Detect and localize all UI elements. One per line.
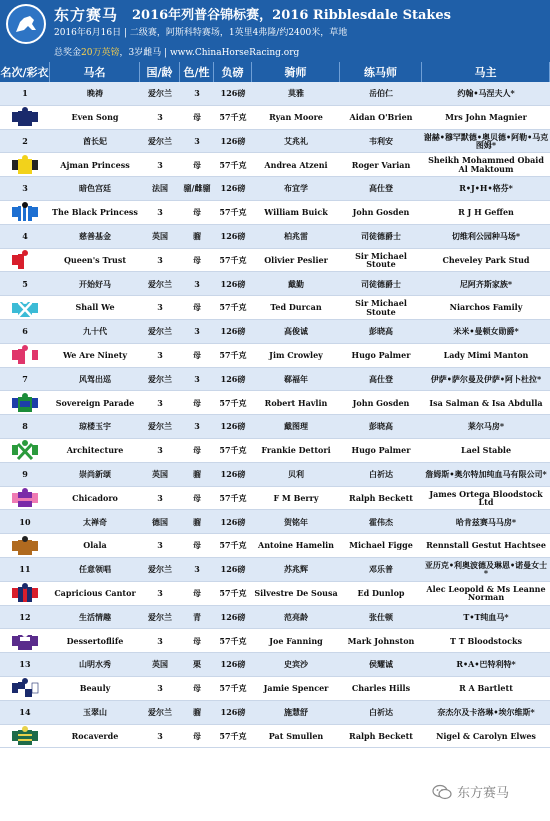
watermark-text: 东方赛马: [457, 786, 510, 801]
table-row: [0, 606, 550, 630]
trainer-en-cell: Michael Figge: [349, 540, 413, 551]
age-cell: 3: [157, 397, 163, 408]
trainer-cell: 高仕登: [369, 373, 393, 384]
horse-name-en-cell: Ajman Princess: [60, 159, 130, 170]
weight-kg-cell: 57千克: [219, 445, 247, 456]
position-cell: 5: [22, 278, 28, 289]
table-row-en: [0, 629, 550, 653]
jockey-cell: 贺铭年: [284, 516, 308, 527]
weight-kg-cell: 57千克: [219, 730, 247, 741]
jockey-en-cell: Olivier Peslier: [264, 254, 328, 265]
weight-cell: 126磅: [220, 326, 246, 337]
table-row-en: [0, 439, 550, 463]
colour-sex-cell: 栗: [193, 659, 201, 670]
jockey-silk-icon: [0, 582, 50, 605]
owner-en-cell: Lady Mimi Manton: [443, 349, 529, 360]
horse-name-cell: 琼楼玉宇: [79, 421, 111, 432]
position-cell: 4: [22, 230, 28, 241]
weight-kg-cell: 57千克: [219, 112, 247, 122]
position-cell: 14: [19, 706, 31, 717]
jockey-en-cell: Pat Smullen: [268, 730, 324, 741]
jockey-cell: 施慧舒: [284, 706, 308, 717]
trainer-en-cell: Charles Hills: [351, 683, 411, 694]
horse-name-cell: 玉翠山: [83, 706, 107, 717]
horse-name-en-cell: Sovereign Parade: [55, 397, 135, 408]
country-age-cell: 爱尔兰: [148, 611, 172, 622]
trainer-en-cell: Ralph Beckett: [349, 492, 413, 503]
weight-kg-cell: 57千克: [219, 349, 247, 360]
owner-en-cell: Niarchos Family: [449, 302, 523, 313]
jockey-en-cell: Antoine Hamelin: [258, 540, 334, 551]
col-header-horse: 马名: [50, 62, 140, 82]
owner-en-cell: Nigel & Carolyn Elwes: [436, 730, 536, 741]
jockey-silk-icon: [0, 153, 50, 176]
jockey-silk-icon: [0, 439, 50, 462]
jockey-en-cell: Silvestre De Sousa: [254, 587, 338, 598]
table-row: [0, 558, 550, 582]
table-row-en: [0, 487, 550, 511]
table-row-en: [0, 106, 550, 130]
jockey-silk-icon: [0, 296, 50, 319]
table-row-en: [0, 534, 550, 558]
age-cell: 3: [157, 302, 163, 313]
weight-cell: 126磅: [220, 421, 246, 432]
trainer-en-cell: Hugo Palmer: [351, 445, 411, 456]
sex-cell: 母: [193, 445, 201, 456]
owner-en-cell: R J H Geffen: [458, 207, 514, 218]
jockey-silk-icon: [0, 534, 50, 557]
trainer-cell: 白祈达: [369, 706, 393, 717]
owner-cell: R•A•巴特利特*: [456, 659, 516, 670]
sex-cell: 母: [193, 207, 201, 218]
horse-logo-icon: [6, 4, 46, 44]
trainer-cell: 张仕顿: [369, 611, 393, 622]
trainer-cell: 白祈达: [369, 468, 393, 479]
age-cell: 3: [157, 587, 163, 598]
trainer-en-cell: Roger Varian: [351, 159, 411, 170]
jockey-en-cell: Jim Crowley: [269, 349, 323, 360]
position-cell: 7: [22, 373, 28, 384]
sex-cell: 母: [193, 492, 201, 503]
sex-cell: 母: [193, 302, 201, 313]
trainer-en-cell: Ralph Beckett: [349, 730, 413, 741]
horse-name-en-cell: Architecture: [66, 445, 124, 456]
country-age-cell: 爱尔兰: [148, 326, 172, 337]
trainer-cell: 韦利安: [369, 135, 393, 146]
country-age-cell: 爱尔兰: [148, 88, 172, 99]
jockey-cell: 苏兆辉: [284, 564, 308, 575]
jockey-silk-icon: [0, 487, 50, 510]
horse-name-en-cell: The Black Princess: [52, 207, 138, 218]
weight-cell: 126磅: [220, 468, 246, 479]
owner-en-cell: R A Bartlett: [459, 683, 513, 694]
col-header-jockey: 骑师: [252, 62, 340, 82]
position-cell: 13: [19, 659, 31, 670]
horse-name-en-cell: Rocaverde: [71, 730, 119, 741]
sex-cell: 母: [193, 540, 201, 551]
jockey-cell: 郗福年: [284, 373, 308, 384]
table-row: [0, 415, 550, 439]
jockey-en-cell: Andrea Atzeni: [264, 159, 328, 170]
brand-name: 东方赛马: [54, 6, 119, 24]
trainer-en-cell: Sir Michael Stoute: [355, 298, 407, 317]
table-row-en: [0, 582, 550, 606]
jockey-silk-icon: [0, 677, 50, 700]
jockey-cell: 史宾沙: [284, 659, 308, 670]
horse-name-cell: 酋长妃: [83, 135, 107, 146]
table-row: [0, 272, 550, 296]
horse-name-en-cell: Shall We: [75, 302, 115, 313]
table-row: [0, 463, 550, 487]
jockey-en-cell: Robert Havlin: [264, 397, 328, 408]
weight-kg-cell: 57千克: [219, 492, 247, 503]
weight-cell: 126磅: [220, 183, 246, 194]
owner-en-cell: Cheveley Park Stud: [442, 254, 530, 265]
horse-name-cell: 太禅奇: [83, 516, 107, 527]
watermark: [432, 782, 509, 801]
trainer-cell: 邓乐普: [369, 564, 393, 575]
position-cell: 1: [22, 88, 28, 99]
trainer-cell: 岳伯仁: [369, 88, 393, 99]
country-age-cell: 爱尔兰: [148, 373, 172, 384]
owner-cell: 莱尔马房*: [467, 421, 505, 432]
table-row-en: [0, 391, 550, 415]
race-details: 2016年6月16日 | 二级赛，阿斯科特赛场，1英里4弗隆/约2400米，草地: [54, 28, 348, 38]
runners-table: [0, 82, 550, 748]
position-cell: 6: [22, 326, 28, 337]
table-row: [0, 368, 550, 392]
col-header-owner: 马主: [422, 62, 550, 82]
weight-kg-cell: 57千克: [219, 683, 247, 694]
age-cell: 3: [157, 254, 163, 265]
owner-en-cell: Rennstall Gestut Hachtsee: [426, 540, 546, 551]
country-age-cell: 英国: [152, 659, 168, 670]
colour-sex-cell: 3: [194, 421, 200, 432]
owner-en-cell: Mrs John Magnier: [445, 112, 527, 122]
weight-kg-cell: 57千克: [219, 397, 247, 408]
jockey-silk-icon: [0, 725, 50, 748]
horse-name-cell: 崇尚新颂: [79, 468, 111, 479]
weight-kg-cell: 57千克: [219, 587, 247, 598]
horse-name-cell: 任意领唱: [79, 564, 111, 575]
page-title: 2016年列普谷锦标赛，2016 Ribblesdale Stakes: [132, 8, 452, 23]
jockey-cell: 戴勤: [288, 278, 304, 289]
table-row: [0, 177, 550, 201]
prize-rest: ，3岁雌马 | www.ChinaHorseRacing.org: [119, 48, 300, 58]
owner-cell: R•J•H•格芬*: [459, 183, 513, 194]
horse-name-en-cell: Beauly: [79, 683, 111, 694]
horse-name-en-cell: Queen's Trust: [63, 254, 127, 265]
jockey-cell: 柏兆雷: [284, 230, 308, 241]
colour-sex-cell: 骝: [193, 468, 201, 479]
owner-en-cell: T T Bloodstocks: [450, 635, 522, 646]
col-header-colour-sex: 色/性: [180, 62, 214, 82]
trainer-cell: 司徒德爵士: [361, 278, 401, 289]
age-cell: 3: [157, 730, 163, 741]
jockey-silk-icon: [0, 249, 50, 272]
sex-cell: 母: [193, 254, 201, 265]
horse-name-cell: 慈善基金: [79, 230, 111, 241]
owner-en-cell: Alec Leopold & Ms Leanne Norman: [426, 583, 546, 603]
country-age-cell: 英国: [152, 230, 168, 241]
jockey-silk-icon: [0, 344, 50, 367]
table-row: [0, 320, 550, 344]
weight-cell: 126磅: [220, 659, 246, 670]
age-cell: 3: [157, 492, 163, 503]
horse-name-en-cell: We Are Ninety: [62, 349, 128, 360]
owner-cell: 切维利公园种马场*: [451, 230, 521, 241]
weight-cell: 126磅: [220, 88, 246, 99]
trainer-cell: 侯耀诚: [369, 659, 393, 670]
position-cell: 2: [22, 135, 28, 146]
jockey-cell: 艾兆礼: [284, 135, 308, 146]
owner-en-cell: Sheikh Mohammed Obaid Al Maktoum: [428, 155, 544, 174]
col-header-position: 名次/彩衣: [0, 62, 50, 82]
owner-cell: 詹姆斯•奥尔特加纯血马有限公司*: [425, 468, 547, 479]
sex-cell: 母: [193, 349, 201, 360]
owner-en-cell: James Ortega Bloodstock Ltd: [429, 488, 543, 507]
col-header-trainer: 练马师: [340, 62, 422, 82]
jockey-cell: 布宜学: [284, 183, 308, 194]
owner-cell: 奈杰尔及卡洛琳•埃尔维斯*: [437, 706, 535, 717]
table-row: [0, 653, 550, 677]
position-cell: 11: [19, 564, 31, 575]
owner-en-cell: Isa Salman & Isa Abdulla: [429, 397, 543, 408]
owner-cell: 伊萨•萨尔曼及伊萨•阿卜杜拉*: [430, 373, 542, 384]
age-cell: 3: [157, 207, 163, 218]
weight-cell: 126磅: [220, 516, 246, 527]
jockey-en-cell: Frankie Dettori: [261, 445, 331, 456]
horse-name-cell: 山明水秀: [79, 659, 111, 670]
jockey-cell: 高俊诚: [284, 326, 308, 337]
weight-cell: 126磅: [220, 373, 246, 384]
age-cell: 3: [157, 159, 163, 170]
colour-sex-cell: 3: [194, 278, 200, 289]
colour-sex-cell: 3: [194, 88, 200, 99]
jockey-en-cell: F M Berry: [273, 492, 319, 503]
horse-name-cell: 九十代: [83, 326, 107, 337]
colour-sex-cell: 骝: [193, 706, 201, 717]
table-row-en: [0, 296, 550, 320]
sex-cell: 母: [193, 112, 201, 122]
owner-cell: 约翰•马涅夫人*: [457, 88, 515, 99]
weight-kg-cell: 57千克: [219, 302, 247, 313]
prize-info: [54, 45, 299, 58]
weight-cell: 126磅: [220, 278, 246, 289]
jockey-en-cell: Ryan Moore: [269, 112, 323, 122]
age-cell: 3: [157, 112, 163, 122]
table-header: [0, 62, 550, 82]
horse-name-en-cell: Even Song: [71, 112, 119, 122]
position-cell: 10: [19, 516, 31, 527]
colour-sex-cell: 骝/雌骝: [183, 183, 211, 194]
sex-cell: 母: [193, 587, 201, 598]
sex-cell: 母: [193, 159, 201, 170]
table-row-en: [0, 344, 550, 368]
table-row-en: [0, 153, 550, 177]
trainer-en-cell: Hugo Palmer: [351, 349, 411, 360]
jockey-cell: 贝利: [288, 468, 304, 479]
trainer-en-cell: Sir Michael Stoute: [355, 250, 407, 269]
position-cell: 9: [22, 468, 28, 479]
horse-name-cell: 生活情趣: [79, 611, 111, 622]
colour-sex-cell: 3: [194, 373, 200, 384]
wechat-icon: [432, 784, 452, 800]
owner-cell: 谢赫•穆罕默德•奥贝德•阿勒•马克图姆*: [423, 131, 549, 150]
position-cell: 3: [22, 183, 28, 194]
country-age-cell: 德国: [152, 516, 168, 527]
page-header: [0, 0, 550, 62]
horse-name-en-cell: Dessertoflife: [66, 635, 124, 646]
jockey-cell: 莫雅: [288, 88, 304, 99]
jockey-silk-icon: [0, 106, 50, 129]
weight-kg-cell: 57千克: [219, 159, 247, 170]
age-cell: 3: [157, 540, 163, 551]
horse-name-en-cell: Capricious Cantor: [54, 587, 136, 598]
table-row: [0, 510, 550, 534]
country-age-cell: 爱尔兰: [148, 135, 172, 146]
table-row-en: [0, 201, 550, 225]
table-row-en: [0, 725, 550, 749]
jockey-en-cell: Ted Durcan: [270, 302, 322, 313]
country-age-cell: 爱尔兰: [148, 706, 172, 717]
trainer-cell: 司徒德爵士: [361, 230, 401, 241]
jockey-silk-icon: [0, 629, 50, 652]
colour-sex-cell: 3: [194, 326, 200, 337]
position-cell: 8: [22, 421, 28, 432]
weight-cell: 126磅: [220, 564, 246, 575]
owner-cell: 尼阿齐斯家族*: [459, 278, 513, 289]
jockey-cell: 范亮龄: [284, 611, 308, 622]
jockey-cell: 戴图理: [284, 421, 308, 432]
weight-kg-cell: 57千克: [219, 540, 247, 551]
sex-cell: 母: [193, 683, 201, 694]
age-cell: 3: [157, 349, 163, 360]
horse-name-cell: 晚祷: [87, 88, 103, 99]
age-cell: 3: [157, 683, 163, 694]
trainer-cell: 彭晓高: [369, 326, 393, 337]
trainer-cell: 彭晓高: [369, 421, 393, 432]
trainer-en-cell: Mark Johnston: [347, 635, 415, 646]
owner-cell: 亚历克•利奥波德及琳恩•诺曼女士*: [424, 559, 548, 579]
weight-kg-cell: 57千克: [219, 635, 247, 646]
owner-en-cell: Lael Stable: [460, 445, 512, 456]
colour-sex-cell: 骝: [193, 516, 201, 527]
trainer-en-cell: Ed Dunlop: [357, 587, 405, 598]
horse-name-cell: 暗色宫廷: [79, 183, 111, 194]
table-row: [0, 701, 550, 725]
colour-sex-cell: 骝: [193, 230, 201, 241]
table-row-en: [0, 249, 550, 273]
prize-amount: 20万英镑: [81, 48, 120, 58]
table-row: [0, 130, 550, 154]
sex-cell: 母: [193, 397, 201, 408]
owner-cell: 米米•曼顿女勋爵*: [453, 326, 519, 337]
country-age-cell: 爱尔兰: [148, 421, 172, 432]
jockey-en-cell: William Buick: [264, 207, 328, 218]
weight-cell: 126磅: [220, 135, 246, 146]
jockey-en-cell: Joe Fanning: [269, 635, 323, 646]
age-cell: 3: [157, 635, 163, 646]
weight-cell: 126磅: [220, 230, 246, 241]
jockey-en-cell: Jamie Spencer: [263, 683, 329, 694]
age-cell: 3: [157, 445, 163, 456]
trainer-en-cell: John Gosden: [352, 207, 410, 218]
trainer-en-cell: Aidan O'Brien: [349, 112, 413, 122]
table-row-en: [0, 677, 550, 701]
trainer-cell: 霍伟杰: [369, 516, 393, 527]
table-row: [0, 82, 550, 106]
prize-prefix: 总奖金: [54, 48, 82, 58]
country-age-cell: 爱尔兰: [148, 564, 172, 575]
position-cell: 12: [19, 611, 31, 622]
horse-name-cell: 开始好马: [79, 278, 111, 289]
col-header-country-age: 国/龄: [140, 62, 180, 82]
country-age-cell: 爱尔兰: [148, 278, 172, 289]
owner-cell: T•T纯血马*: [463, 611, 509, 622]
sex-cell: 母: [193, 730, 201, 741]
horse-name-en-cell: Olala: [83, 540, 107, 551]
trainer-en-cell: John Gosden: [352, 397, 410, 408]
weight-cell: 126磅: [220, 706, 246, 717]
jockey-silk-icon: [0, 201, 50, 224]
colour-sex-cell: 青: [193, 611, 201, 622]
weight-kg-cell: 57千克: [219, 254, 247, 265]
country-age-cell: 法国: [152, 183, 168, 194]
country-age-cell: 英国: [152, 468, 168, 479]
trainer-cell: 高仕登: [369, 183, 393, 194]
horse-name-cell: 风驾出巡: [79, 373, 111, 384]
sex-cell: 母: [193, 635, 201, 646]
weight-cell: 126磅: [220, 611, 246, 622]
weight-kg-cell: 57千克: [219, 207, 247, 218]
col-header-weight: 负磅: [214, 62, 252, 82]
owner-cell: 哈肯兹赛马马房*: [455, 516, 517, 527]
horse-name-en-cell: Chicadoro: [72, 492, 118, 503]
colour-sex-cell: 3: [194, 564, 200, 575]
table-row: [0, 225, 550, 249]
jockey-silk-icon: [0, 391, 50, 414]
colour-sex-cell: 3: [194, 135, 200, 146]
